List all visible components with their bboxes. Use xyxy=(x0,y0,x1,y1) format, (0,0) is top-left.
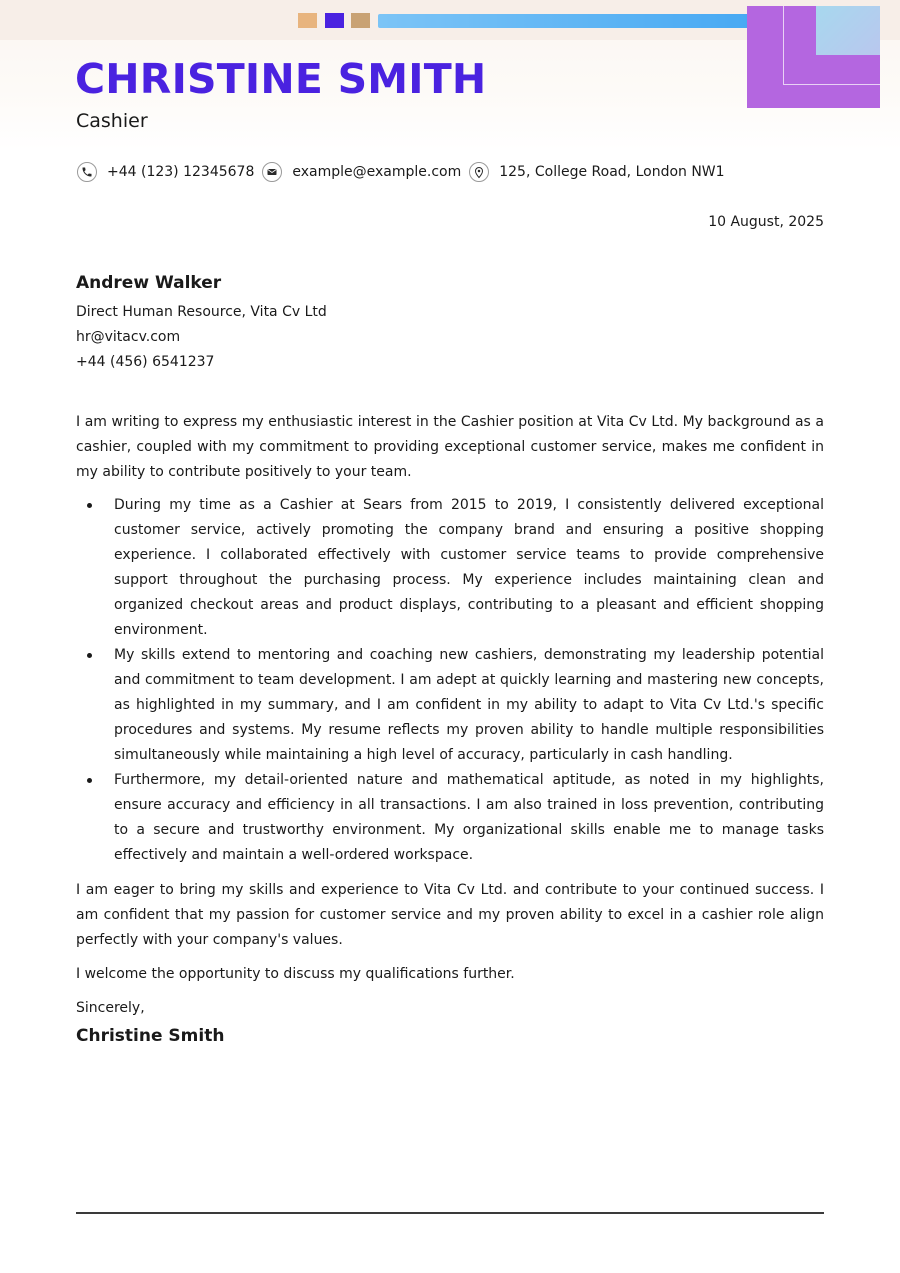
contact-email: example@example.com xyxy=(292,164,462,180)
decorative-line xyxy=(783,6,784,84)
contact-phone: +44 (123) 12345678 xyxy=(107,164,255,180)
valediction: Sincerely, xyxy=(76,1000,145,1016)
decorative-square xyxy=(298,13,317,28)
list-item: During my time as a Cashier at Sears from 2015 to 2019, I consistently delivered exceptional customer service, actively promoting the company brand and ensuring a positive shopping experience. I collaborated effectively with customer service teams to provide comprehensive support throughout the purchasing process. My experience includes maintaining clean and organized checkout areas and product displays, contributing to a pleasant and efficient shopping environment. xyxy=(76,493,824,643)
decorative-square xyxy=(325,13,344,28)
list-item: My skills extend to mentoring and coaching new cashiers, demonstrating my leadership potential and commitment to team development. I am adept at quickly learning and mastering new concepts, as highlighted in my summary, and I am confident in my ability to adapt to Vita Cv Ltd.'s specific procedures and systems. My resume reflects my proven ability to handle multiple responsibilities simultaneously while maintaining a high level of accuracy, particularly in cash handling. xyxy=(76,643,824,768)
applicant-title: Cashier xyxy=(76,110,148,132)
closing-paragraph: I am eager to bring my skills and experience to Vita Cv Ltd. and contribute to your continued success. I am confident that my passion for customer service and my proven ability to excel in a cashier role align perfectly with your company's values. xyxy=(76,882,824,948)
signature: Christine Smith xyxy=(76,1026,225,1046)
invitation-paragraph: I welcome the opportunity to discuss my qualifications further. xyxy=(76,966,515,982)
decorative-bar xyxy=(378,14,763,28)
contact-address: 125, College Road, London NW1 xyxy=(499,164,725,180)
decorative-square xyxy=(351,13,370,28)
letter-date: 10 August, 2025 xyxy=(708,214,824,230)
location-icon xyxy=(469,162,489,182)
decorative-line xyxy=(783,84,880,85)
letter-body xyxy=(76,410,824,1049)
email-icon xyxy=(262,162,282,182)
list-item: Furthermore, my detail-oriented nature and mathematical aptitude, as noted in my highlights, ensure accuracy and efficiency in all transactions. I am also trained in loss prevention, contributing to a secure and trustworthy environment. My organizational skills enable me to manage tasks effectively and maintain a well-ordered workspace. xyxy=(76,768,824,868)
recipient-position: Direct Human Resource, Vita Cv Ltd xyxy=(76,304,327,320)
decorative-corner-block xyxy=(747,6,880,108)
recipient-email: hr@vitacv.com xyxy=(76,329,181,345)
recipient-block xyxy=(76,273,327,375)
recipient-phone: +44 (456) 6541237 xyxy=(76,354,215,370)
contact-bar xyxy=(77,161,733,183)
experience-list xyxy=(76,493,824,868)
applicant-name: CHRISTINE SMITH xyxy=(75,55,487,103)
phone-icon xyxy=(77,162,97,182)
intro-paragraph: I am writing to express my enthusiastic interest in the Cashier position at Vita Cv Ltd. My background as a cashier, coupled with my commitment to providing exceptional customer service, makes me confident in my ability to contribute positively to your team. xyxy=(76,414,824,480)
recipient-name: Andrew Walker xyxy=(76,273,222,293)
footer-divider xyxy=(76,1212,824,1214)
decorative-blue-block xyxy=(816,6,880,55)
